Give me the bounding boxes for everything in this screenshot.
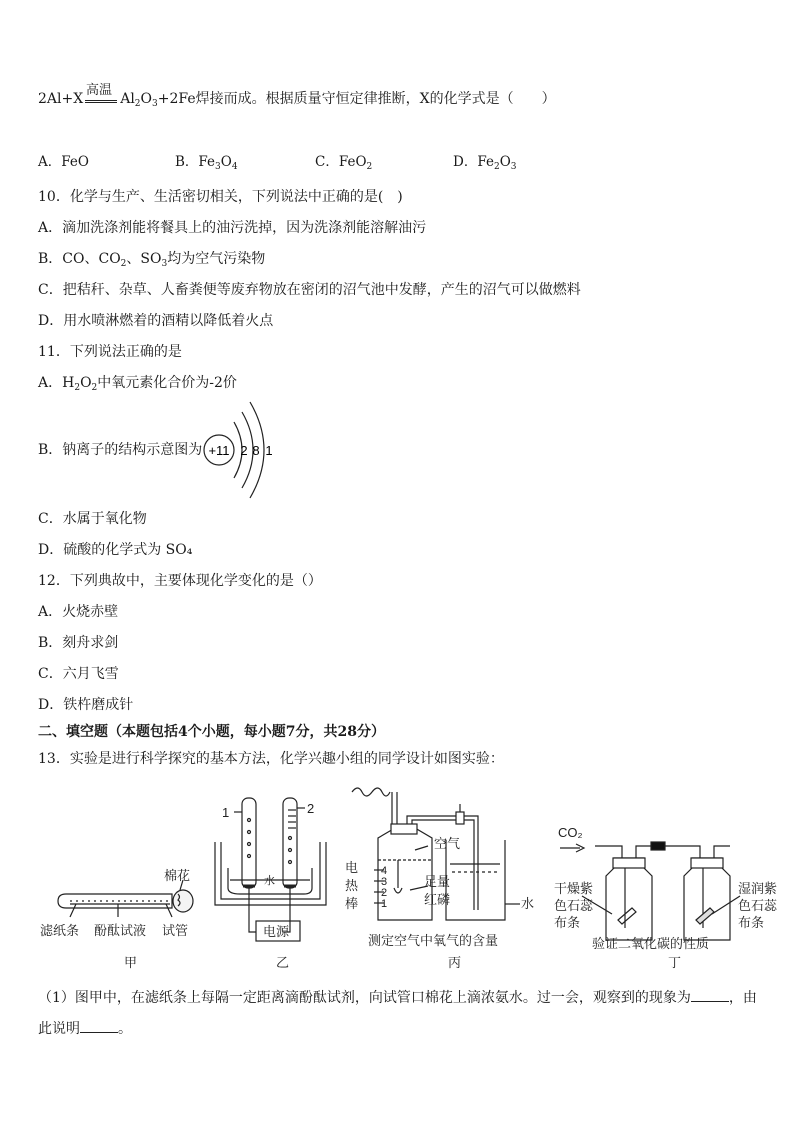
caption-ding: 丁 bbox=[668, 955, 682, 970]
label-air: 空气 bbox=[434, 836, 461, 851]
q12-option-a[interactable]: A．火烧赤壁 bbox=[38, 604, 119, 620]
label-red-phosphorus: 足量 bbox=[424, 874, 451, 889]
q10-option-c[interactable]: C．把秸秆、杂草、人畜粪便等废弃物放在密闭的沼气池中发酵，产生的沼气可以做燃料 bbox=[38, 282, 581, 298]
q12-option-d[interactable]: D．铁杵磨成针 bbox=[38, 697, 134, 713]
q12-stem: 12．下列典故中，主要体现化学变化的是（） bbox=[38, 573, 322, 589]
caption-yi: 乙 bbox=[276, 955, 290, 970]
q10-option-b[interactable]: B．CO、$CO_2$、$SO_3$均为空气污染物 bbox=[38, 251, 266, 269]
label-wet-litmus: 布条 bbox=[738, 915, 765, 930]
label-dry-litmus: 色石蕊 bbox=[554, 898, 594, 913]
label-wet-litmus: 湿润紫 bbox=[738, 881, 778, 896]
q10-stem: 10．化学与生产、生活密切相关，下列说法中正确的是( ) bbox=[38, 189, 403, 205]
q13-sub1-line1: （1）图甲中，在滤纸条上每隔一定距离滴酚酞试剂，向试管口棉花上滴浓氨水。过一会，观察到的现象为 ，由 bbox=[38, 990, 757, 1006]
fig-jia-test-tube bbox=[58, 880, 193, 917]
fig-yi-electrolysis bbox=[215, 798, 326, 941]
label-co2-experiment: 验证二氧化碳的性质 bbox=[592, 936, 710, 951]
shell-2-count: 8 bbox=[252, 443, 260, 458]
q9-option-a[interactable]: A．FeO bbox=[38, 154, 89, 170]
scale-mark: 3 bbox=[381, 876, 388, 888]
q10-option-a[interactable]: A．滴加洗涤剂能将餐具上的油污洗掉，因为洗涤剂能溶解油污 bbox=[38, 220, 427, 236]
label-wet-litmus: 色石蕊 bbox=[738, 898, 778, 913]
q11-option-b[interactable]: B．钠离子的结构示意图为 bbox=[38, 442, 203, 458]
q9-option-c[interactable]: C．FeO$_2$ bbox=[315, 154, 373, 172]
answer-blank[interactable] bbox=[80, 1020, 118, 1033]
q10-option-d[interactable]: D．用水喷淋燃着的酒精以降低着火点 bbox=[38, 313, 274, 329]
answer-blank[interactable] bbox=[691, 989, 729, 1002]
caption-jia: 甲 bbox=[124, 955, 138, 970]
label-dry-litmus: 干燥紫 bbox=[554, 881, 594, 896]
label-tube-2: 2 bbox=[307, 801, 315, 816]
label-heating-rod: 棒 bbox=[345, 896, 359, 911]
label-heating-rod: 热 bbox=[345, 878, 359, 893]
label-red-phosphorus: 红磷 bbox=[424, 892, 451, 907]
label-heating-rod: 电 bbox=[345, 860, 359, 875]
q11-option-a[interactable]: A．$H_2O_2$中氧元素化合价为-2价 bbox=[38, 375, 237, 393]
q9-option-b[interactable]: B．$Fe_3O_4$ bbox=[175, 154, 238, 172]
label-tube-1: 1 bbox=[222, 805, 230, 820]
label-water: 水 bbox=[264, 875, 275, 887]
experiment-figure bbox=[0, 780, 794, 980]
q11-option-c[interactable]: C．水属于氧化物 bbox=[38, 511, 147, 527]
scale-mark: 4 bbox=[381, 865, 388, 877]
label-co2: CO₂ bbox=[558, 825, 583, 840]
q11-stem: 11．下列说法正确的是 bbox=[38, 344, 182, 360]
scale-mark: 2 bbox=[381, 887, 388, 899]
reaction-condition: 高温 bbox=[86, 83, 113, 98]
section-heading: 二、填空题（本题包括4个小题，每小题7分，共28分） bbox=[38, 724, 385, 740]
q9-equation: 2Al+X $Al_2O_3+2Fe$焊接而成。根据质量守恒定律推断，X的化学式是（ ） bbox=[38, 91, 556, 109]
shell-1-count: 2 bbox=[240, 443, 248, 458]
q12-option-c[interactable]: C．六月飞雪 bbox=[38, 666, 119, 682]
label-phenolphthalein: 酚酞试液 bbox=[94, 923, 147, 938]
label-dry-litmus: 布条 bbox=[554, 915, 581, 930]
label-test-tube: 试管 bbox=[162, 923, 189, 938]
q11-option-d[interactable]: D．硫酸的化学式为 SO₄ bbox=[38, 542, 193, 558]
label-oxygen-experiment: 测定空气中氧气的含量 bbox=[368, 933, 499, 948]
q13-sub1-line2: 此说明 。 bbox=[38, 1021, 132, 1037]
sodium-atom-diagram bbox=[198, 400, 288, 500]
q12-option-b[interactable]: B．刻舟求剑 bbox=[38, 635, 119, 651]
caption-bing: 丙 bbox=[448, 955, 462, 970]
label-power-source: 电源 bbox=[263, 924, 290, 939]
q9-option-d[interactable]: D．$Fe_2O_3$ bbox=[453, 154, 517, 172]
label-water: 水 bbox=[521, 896, 535, 911]
nucleus-label: +11 bbox=[208, 443, 230, 458]
scale-mark: 1 bbox=[381, 898, 388, 910]
shell-3-count: 1 bbox=[265, 443, 273, 458]
label-cotton: 棉花 bbox=[164, 868, 191, 883]
label-filter-paper: 滤纸条 bbox=[40, 923, 80, 938]
q13-stem: 13．实验是进行科学探究的基本方法，化学兴趣小组的同学设计如图实验： bbox=[38, 751, 504, 767]
